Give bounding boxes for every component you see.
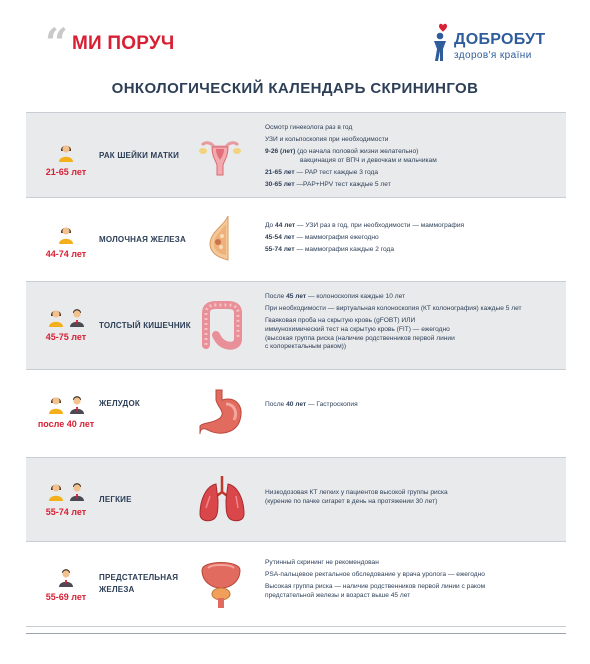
screening-description — [265, 293, 565, 355]
lungs-icon — [196, 474, 248, 526]
desc-line: с колоректальным раком)) — [265, 343, 347, 351]
table-row-colon — [26, 282, 566, 370]
age-range: 45-75 лет — [45, 332, 87, 342]
woman-icon — [47, 481, 65, 501]
man-icon — [68, 307, 86, 327]
desc-line: 21-65 лет — PAP тест каждые 3 года — [265, 169, 379, 177]
man-icon — [68, 394, 86, 414]
screening-description — [265, 222, 565, 259]
woman-icon — [47, 307, 65, 327]
dobrobut-logo — [430, 22, 560, 66]
desc-line: При необходимости — виртуальная колоноскопия (КТ колонография) каждые 5 лет — [265, 305, 522, 313]
person-group — [26, 224, 106, 244]
desc-line: 45-54 лет — маммография ежегодно — [265, 234, 379, 242]
woman-icon — [57, 142, 75, 162]
uterus-icon — [196, 131, 244, 179]
desc-line: После 45 лет — колоноскопия каждые 10 лет — [265, 293, 406, 300]
desc-line: вакцинация от ВПЧ и девочкам и мальчикам — [300, 156, 437, 164]
dobrobut-tagline: здоров'я країни — [454, 50, 532, 61]
age-range: 55-74 лет — [45, 507, 87, 517]
person-group — [26, 142, 106, 162]
person-group — [26, 307, 106, 327]
organ-label: ЛЕГКИЕ — [99, 495, 132, 504]
mi-poruch-logo — [45, 20, 175, 67]
desc-line: иммунохимический тест на скрытую кровь (FIT) — ежегодно — [265, 325, 450, 333]
screening-table — [26, 112, 566, 627]
colon-icon — [196, 299, 246, 351]
age-range: после 40 лет — [37, 419, 95, 429]
desc-line: Гваяковая проба на скрытую кровь (gFOBT) ИЛИ — [265, 317, 416, 325]
desc-line: УЗИ и кольпоскопия при необходимости — [265, 136, 389, 144]
desc-line: 9-26 (лет) (до начала половой жизни желательно) — [265, 148, 419, 156]
footer-divider — [26, 633, 566, 634]
organ-label: ТОЛСТЫЙ КИШЕЧНИК — [99, 321, 191, 330]
header — [0, 0, 590, 80]
age-range: 55-69 лет — [45, 592, 87, 602]
organ-label: МОЛОЧНАЯ ЖЕЛЕЗА — [99, 235, 186, 244]
desc-line: После 40 лет — Гастроскопия — [265, 401, 358, 408]
screening-description — [265, 559, 565, 604]
organ-label-line1: ПРЕДСТАТЕЛЬНАЯ — [99, 573, 179, 582]
dobrobut-name: ДОБРОБУТ — [454, 31, 546, 48]
desc-line: Низкодозовая КТ легких у пациентов высокой группы риска — [265, 489, 448, 496]
mi-poruch-logo-text: МИ ПОРУЧ — [72, 33, 175, 54]
organ-label: РАК ШЕЙКИ МАТКИ — [99, 151, 180, 160]
woman-icon — [47, 394, 65, 414]
screening-description — [265, 401, 565, 413]
desc-line: Высокая группа риска — наличие родственников первой линии с раком — [265, 583, 486, 591]
age-range: 21-65 лет — [45, 167, 87, 177]
desc-line: (курение по пачке сигарет в день на протяжении 30 лет) — [265, 497, 438, 505]
table-row-lungs — [26, 458, 566, 542]
age-range: 44-74 лет — [45, 249, 87, 259]
page-title: ОНКОЛОГИЧЕСКИЙ КАЛЕНДАРЬ СКРИНИНГОВ — [111, 80, 479, 97]
man-icon — [68, 481, 86, 501]
desc-line: До 44 лет — УЗИ раз в год, при необходимости — маммография — [265, 222, 465, 229]
prostate-icon — [196, 558, 246, 610]
dobrobut-figure-icon — [430, 22, 454, 62]
stomach-icon — [196, 388, 248, 440]
table-row-prostate — [26, 542, 566, 627]
organ-label: ЖЕЛУДОК — [99, 399, 140, 408]
table-row-cervix — [26, 112, 566, 198]
woman-icon — [57, 224, 75, 244]
desc-line: Рутинный скрининг не рекомендован — [265, 559, 379, 566]
organ-label-line2: ЖЕЛЕЗА — [99, 585, 135, 594]
man-icon — [57, 567, 75, 587]
screening-description — [265, 124, 565, 194]
desc-line: (высокая группа риска (наличие родственников первой линии — [265, 334, 455, 342]
breast-icon — [196, 214, 244, 262]
person-group — [26, 394, 106, 414]
screening-description — [265, 489, 565, 510]
table-row-breast — [26, 198, 566, 282]
desc-line: 55-74 лет — маммография каждые 2 года — [265, 246, 395, 254]
person-group — [26, 567, 106, 587]
desc-line: предстательной железы и возраст выше 45 лет — [265, 591, 411, 599]
quote-mark-icon: “ — [45, 20, 69, 67]
person-group — [26, 481, 106, 501]
desc-line: PSA-пальцевое ректальное обследование у врача уролога — ежегодно — [265, 571, 485, 579]
table-row-stomach — [26, 370, 566, 458]
desc-line: Осмотр гинеколога раз в год — [265, 124, 353, 131]
organ-label — [99, 572, 178, 596]
desc-line: 30-65 лет —PAP+HPV тест каждые 5 лет — [265, 181, 391, 189]
